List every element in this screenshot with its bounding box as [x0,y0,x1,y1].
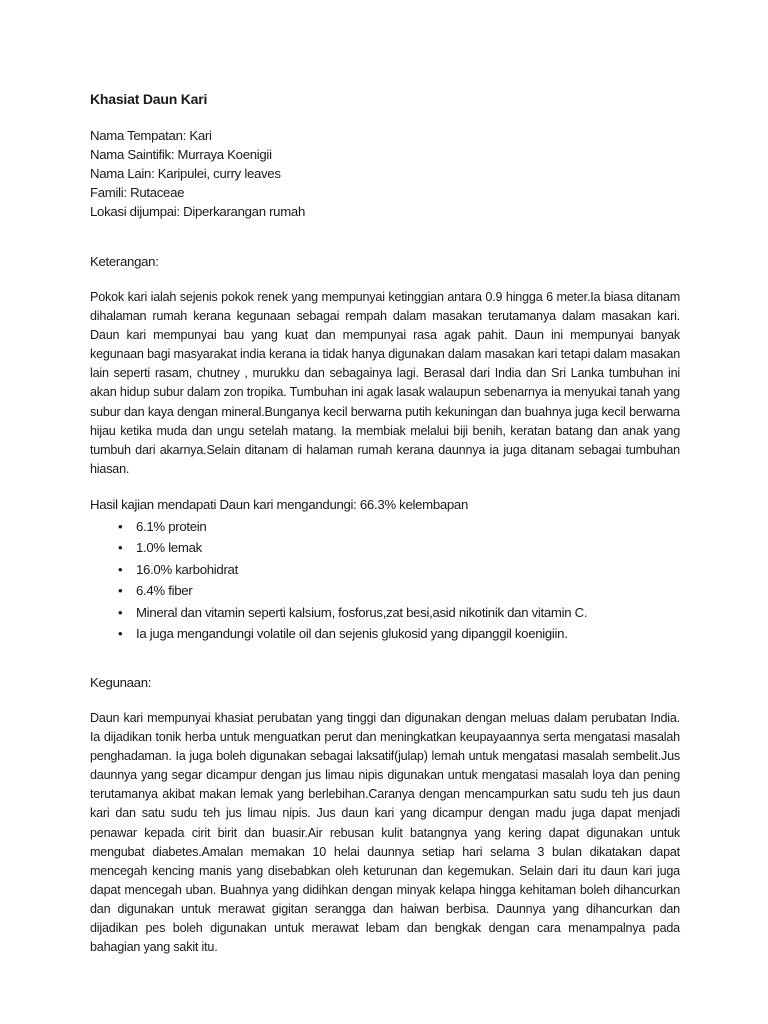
list-item-text: 16.0% karbohidrat [136,561,238,577]
list-item-text: 6.4% fiber [136,583,193,599]
plant-info [90,126,680,221]
list-item-text: Mineral dan vitamin seperti kalsium, fosforus,zat besi,asid nikotinik dan vitamin C. [136,604,588,620]
nutrition-intro: Hasil kajian mendapati Daun kari mengandungi: 66.3% kelembapan [90,496,469,512]
bullet-icon: • [118,561,123,577]
family: Famili: Rutaceae [90,185,185,200]
bullet-icon: • [118,518,123,534]
list-item [118,537,680,559]
bullet-icon: • [118,626,123,642]
bullet-icon: • [118,604,123,620]
scientific-name: Nama Saintifik: Murraya Koenigii [90,147,272,162]
keterangan-heading: Keterangan: [90,254,159,269]
local-name: Nama Tempatan: Kari [90,128,212,143]
list-item-text: 6.1% protein [136,518,207,534]
list-item-text: 1.0% lemak [136,540,202,556]
other-names: Nama Lain: Karipulei, curry leaves [90,166,281,181]
list-item [118,623,680,645]
location-found: Lokasi dijumpai: Diperkarangan rumah [90,204,305,219]
kegunaan-paragraph: Daun kari mempunyai khasiat perubatan yang tinggi dan digunakan dengan meluas dalam perubatan India. Ia dijadikan tonik herba untuk menguatkan perut dan meningkatkan keupayaannya serta mengatasi masalah penghadaman. Ia juga boleh digunakan sebagai laksatif(julap) lemah untuk mengatasi masalah sembelit.Jus daunnya yang segar dicampur dengan jus limau nipis digunakan untuk mengatasi masalah loya dan pening terutamanya akibat makan lemak yang berlebihan.Caranya dengan mencampurkan satu sudu teh jus daun kari dan satu sudu teh jus limau nipis. Jus daun kari yang dicampur dengan madu juga dapat menjadi penawar kepada cirit birit dan buasir.Air rebusan kulit batangnya yang kering dapat digunakan untuk mengubat diabetes.Amalan memakan 10 helai daunnya setiap hari selama 3 bulan dikatakan dapat mencegah kencing manis yang disebabkan oleh keturunan dan kegemukan. Selain dari itu daun kari juga dapat mencegah uban. Buahnya yang didihkan dengan minyak kelapa hingga kehitaman boleh dihancurkan dan digunakan untuk merawat gigitan serangga dan haiwan berbisa. Daunnya yang dihancurkan dan dijadikan pes boleh digunakan untuk merawat lebam dan bengkak dengan cara menampalnya pada bahagian yang sakit itu. [90,710,680,955]
list-item-text: Ia juga mengandungi volatile oil dan sejenis glukosid yang dipanggil koenigiin. [136,626,568,642]
bullet-icon: • [118,540,123,556]
kegunaan-heading: Kegunaan: [90,674,152,690]
nutrition-list [90,516,680,645]
list-item [118,580,680,602]
list-item [118,559,680,581]
bullet-icon: • [118,583,123,599]
list-item [118,602,680,624]
keterangan-paragraph: Pokok kari ialah sejenis pokok renek yang mempunyai ketinggian antara 0.9 hingga 6 meter.Ia biasa ditanam dihalaman rumah kerana kegunaan sebagai rempah dalam masakan terutamanya dalam masakan kari. Daun kari mempunyai bau yang kuat dan mempunyai rasa agak pahit. Daun ini mempunyai banyak kegunaan bagi masyarakat india kerana ia tidak hanya digunakan dalam masakan kari tetapi dalam masakan lain seperti rasam, chutney , murukku dan sebagainya lagi. Berasal dari India dan Sri Lanka tumbuhan ini akan hidup subur dalam zon tropika. Tumbuhan ini agak lasak walaupun sebenarnya ia menyukai tanah yang subur dan kaya dengan mineral.Bunganya kecil berwarna putih kekuningan dan buahnya juga kecil berwarna hijau ketika muda dan ungu setelah matang. Ia membiak melalui biji benih, keratan batang dan anak yang tumbuh dari akarnya.Selain ditanam di halaman rumah kerana daunnya ia juga ditanam sebagai tumbuhan hiasan. [90,290,680,476]
list-item [118,516,680,538]
document-title: Khasiat Daun Kari [90,91,208,107]
